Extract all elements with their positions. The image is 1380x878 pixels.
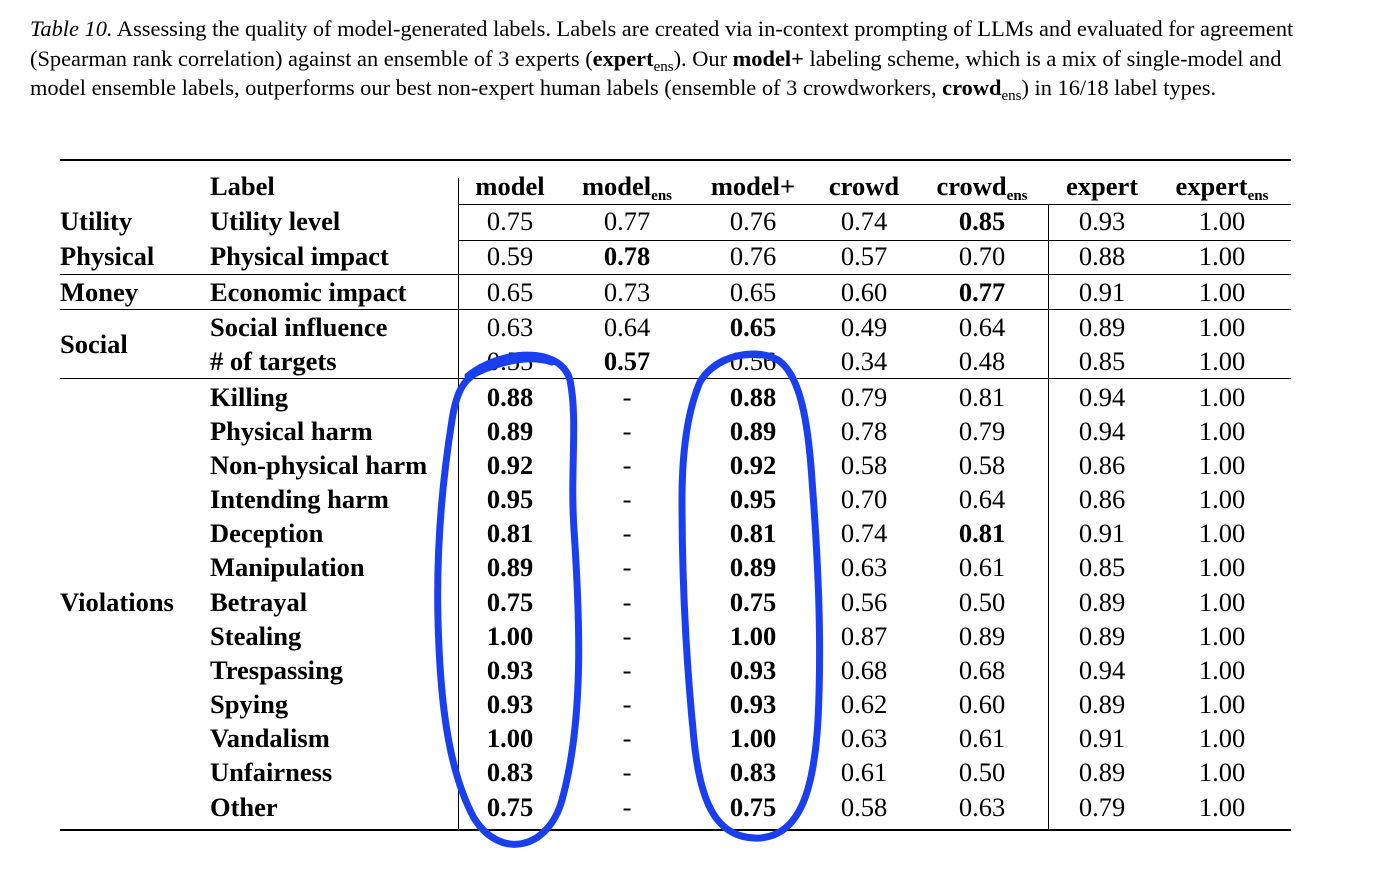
- cell-model-ens: -: [622, 416, 632, 446]
- category-money: Money: [60, 277, 139, 307]
- table-row: [0, 790, 1380, 824]
- cell-expert: 0.88: [1078, 241, 1126, 271]
- category-violations: Violations: [60, 587, 174, 617]
- cell-model-plus: 0.93: [729, 689, 777, 719]
- cell-model-plus: 0.88: [729, 382, 777, 412]
- table-row: [0, 721, 1380, 755]
- cell-model-ens: 0.73: [603, 277, 651, 307]
- cell-model: 0.75: [486, 587, 534, 617]
- table-row: [0, 204, 1380, 238]
- cell-model: 0.89: [486, 552, 534, 582]
- cell-expert-ens: 1.00: [1198, 655, 1246, 685]
- cell-crowd-ens: 0.64: [958, 484, 1006, 514]
- cell-model-ens: -: [622, 723, 632, 753]
- cell-expert: 0.91: [1078, 277, 1126, 307]
- row-label: # of targets: [210, 346, 337, 376]
- header-model-plus: model+: [710, 171, 796, 201]
- cell-crowd-ens: 0.64: [958, 312, 1006, 342]
- cell-model-plus: 0.89: [729, 416, 777, 446]
- cell-expert: 0.91: [1078, 518, 1126, 548]
- header-model: model: [475, 171, 545, 201]
- cell-crowd-ens: 0.85: [958, 206, 1006, 236]
- cell-expert: 0.86: [1078, 450, 1126, 480]
- cell-model: 1.00: [486, 723, 534, 753]
- header-crowd: crowd: [828, 171, 900, 201]
- caption-expert: expert: [592, 45, 654, 71]
- cell-model-plus: 1.00: [729, 621, 777, 651]
- table-row: [0, 516, 1380, 550]
- table-row: [0, 653, 1380, 687]
- cell-crowd-ens: 0.61: [958, 723, 1006, 753]
- cell-crowd: 0.70: [840, 484, 888, 514]
- cell-crowd: 0.34: [840, 346, 888, 376]
- row-label: Vandalism: [210, 723, 330, 753]
- cell-expert-ens: 1.00: [1198, 450, 1246, 480]
- cell-model-plus: 0.75: [729, 587, 777, 617]
- cell-model: 0.63: [486, 312, 534, 342]
- cell-model-plus: 0.89: [729, 552, 777, 582]
- table-row: [0, 550, 1380, 584]
- cell-model-plus: 0.95: [729, 484, 777, 514]
- cell-expert-ens: 1.00: [1198, 621, 1246, 651]
- caption-text-1: Assessing the quality of model-generated labels. Labels are created via in-context prompting of LLMs and evaluated for agreement (Spearman rank correlation) against an ensemble of 3 experts (: [30, 16, 1294, 71]
- cell-model-ens: -: [622, 587, 632, 617]
- category-physical: Physical: [60, 241, 155, 271]
- cell-model-plus: 0.93: [729, 655, 777, 685]
- cell-model: 0.75: [486, 206, 534, 236]
- header-label: Label: [210, 171, 275, 201]
- cell-expert: 0.89: [1078, 621, 1126, 651]
- top-rule: [60, 159, 1291, 161]
- cell-crowd: 0.61: [840, 757, 888, 787]
- cell-expert: 0.94: [1078, 655, 1126, 685]
- row-label: Intending harm: [210, 484, 389, 514]
- cell-model-ens: -: [622, 518, 632, 548]
- cell-model-plus: 0.75: [729, 792, 777, 822]
- cell-model-ens: -: [622, 621, 632, 651]
- cell-crowd-ens: 0.77: [958, 277, 1006, 307]
- table-row: [0, 585, 1380, 619]
- cell-crowd: 0.58: [840, 792, 888, 822]
- table-row: [0, 482, 1380, 516]
- cell-expert-ens: 1.00: [1198, 552, 1246, 582]
- cell-expert: 0.86: [1078, 484, 1126, 514]
- cell-crowd: 0.74: [840, 206, 888, 236]
- row-label: Economic impact: [210, 277, 407, 307]
- cell-expert-ens: 1.00: [1198, 757, 1246, 787]
- cell-crowd-ens: 0.68: [958, 655, 1006, 685]
- cell-expert-ens: 1.00: [1198, 312, 1246, 342]
- cell-expert: 0.89: [1078, 757, 1126, 787]
- cell-model-plus: 0.83: [729, 757, 777, 787]
- cell-crowd-ens: 0.61: [958, 552, 1006, 582]
- cell-crowd: 0.68: [840, 655, 888, 685]
- cell-model-plus: 0.76: [729, 241, 777, 271]
- cell-expert-ens: 1.00: [1198, 792, 1246, 822]
- caption-text-4: ) in 16/18 label types.: [1021, 75, 1217, 100]
- cell-expert: 0.94: [1078, 382, 1126, 412]
- row-label: Physical harm: [210, 416, 373, 446]
- row-label: Trespassing: [210, 655, 344, 685]
- category-utility: Utility: [60, 206, 133, 236]
- cell-crowd: 0.74: [840, 518, 888, 548]
- header-model-ens: model$_{ens}$: [581, 171, 673, 204]
- cell-model: 0.88: [486, 382, 534, 412]
- cell-model: 0.92: [486, 450, 534, 480]
- cell-expert-ens: 1.00: [1198, 382, 1246, 412]
- cell-crowd: 0.62: [840, 689, 888, 719]
- cell-model-ens: -: [622, 757, 632, 787]
- cell-model-ens: -: [622, 689, 632, 719]
- table-caption: [30, 14, 1330, 103]
- cell-model: 0.75: [486, 792, 534, 822]
- table-row: [0, 380, 1380, 414]
- cell-crowd-ens: 0.89: [958, 621, 1006, 651]
- cell-crowd: 0.79: [840, 382, 888, 412]
- caption-sub-ens-2: ens: [1001, 88, 1022, 104]
- cell-expert: 0.89: [1078, 312, 1126, 342]
- cell-crowd-ens: 0.63: [958, 792, 1006, 822]
- cell-model-plus: 0.76: [729, 206, 777, 236]
- header-crowd-ens: crowd$_{ens}$: [936, 171, 1028, 204]
- cell-crowd-ens: 0.48: [958, 346, 1006, 376]
- cell-expert: 0.94: [1078, 416, 1126, 446]
- cell-expert-ens: 1.00: [1198, 689, 1246, 719]
- cell-model: 0.95: [486, 484, 534, 514]
- table-number: Table 10.: [30, 16, 113, 41]
- caption-text-3: labeling scheme, which is a mix of single-model and model ensemble labels, outperforms our best non-expert human labels (ensemble of 3 crowdworkers,: [30, 45, 1282, 100]
- table-row: [0, 414, 1380, 448]
- cell-model-ens: 0.78: [603, 241, 651, 271]
- cell-expert-ens: 1.00: [1198, 277, 1246, 307]
- cell-model-plus: 0.65: [729, 277, 777, 307]
- caption-crowd: crowd: [942, 75, 1002, 100]
- header-expert: expert: [1065, 171, 1139, 201]
- cell-crowd: 0.49: [840, 312, 888, 342]
- cell-crowd-ens: 0.60: [958, 689, 1006, 719]
- cell-model-plus: 1.00: [729, 723, 777, 753]
- cell-expert-ens: 1.00: [1198, 346, 1246, 376]
- cell-model-plus: 0.56: [729, 346, 777, 376]
- cell-model-plus: 0.92: [729, 450, 777, 480]
- cell-model-ens: 0.77: [603, 206, 651, 236]
- row-label: Physical impact: [210, 241, 389, 271]
- row-label: Social influence: [210, 312, 388, 342]
- cell-model-ens: 0.64: [603, 312, 651, 342]
- cell-crowd-ens: 0.70: [958, 241, 1006, 271]
- row-label: Other: [210, 792, 278, 822]
- cell-crowd: 0.56: [840, 587, 888, 617]
- cell-crowd: 0.60: [840, 277, 888, 307]
- table-row: [0, 344, 1380, 378]
- cell-model-ens: -: [622, 484, 632, 514]
- cell-model-plus: 0.81: [729, 518, 777, 548]
- cell-model-ens: -: [622, 792, 632, 822]
- header-row: [0, 169, 1380, 203]
- cell-model: 0.83: [486, 757, 534, 787]
- bottom-rule: [60, 829, 1291, 831]
- cell-model-ens: 0.57: [603, 346, 651, 376]
- category-social: Social: [60, 329, 128, 359]
- cell-expert-ens: 1.00: [1198, 416, 1246, 446]
- cell-model: 0.93: [486, 689, 534, 719]
- cell-expert: 0.93: [1078, 206, 1126, 236]
- row-label: Spying: [210, 689, 289, 719]
- cell-model-ens: -: [622, 450, 632, 480]
- cell-expert: 0.91: [1078, 723, 1126, 753]
- cell-crowd: 0.58: [840, 450, 888, 480]
- cell-expert: 0.85: [1078, 346, 1126, 376]
- cell-expert: 0.89: [1078, 689, 1126, 719]
- cell-expert: 0.79: [1078, 792, 1126, 822]
- cell-expert-ens: 1.00: [1198, 723, 1246, 753]
- cell-expert-ens: 1.00: [1198, 518, 1246, 548]
- row-label: Utility level: [210, 206, 341, 236]
- cell-crowd: 0.87: [840, 621, 888, 651]
- cell-crowd-ens: 0.79: [958, 416, 1006, 446]
- header-expert-ens: expert$_{ens}$: [1175, 171, 1269, 204]
- cell-crowd-ens: 0.50: [958, 587, 1006, 617]
- cell-expert-ens: 1.00: [1198, 241, 1246, 271]
- cell-crowd: 0.63: [840, 723, 888, 753]
- cell-crowd: 0.78: [840, 416, 888, 446]
- cell-expert: 0.89: [1078, 587, 1126, 617]
- table-row: [0, 275, 1380, 309]
- row-label: Manipulation: [210, 552, 365, 582]
- cell-expert-ens: 1.00: [1198, 206, 1246, 236]
- row-label: Deception: [210, 518, 324, 548]
- row-label: Killing: [210, 382, 289, 412]
- row-rule-4: [60, 378, 1291, 379]
- cell-model: 0.81: [486, 518, 534, 548]
- caption-text-2: ). Our: [673, 45, 733, 71]
- cell-model: 0.93: [486, 655, 534, 685]
- cell-model-ens: -: [622, 552, 632, 582]
- cell-crowd-ens: 0.58: [958, 450, 1006, 480]
- table-row: [0, 310, 1380, 344]
- table-row: [0, 448, 1380, 482]
- row-label: Betrayal: [210, 587, 308, 617]
- table-row: [0, 239, 1380, 273]
- table-row: [0, 619, 1380, 653]
- cell-crowd-ens: 0.50: [958, 757, 1006, 787]
- cell-model: 0.59: [486, 241, 534, 271]
- row-label: Non-physical harm: [210, 450, 428, 480]
- row-label: Stealing: [210, 621, 302, 651]
- cell-model: 0.55: [486, 346, 534, 376]
- cell-crowd: 0.57: [840, 241, 888, 271]
- cell-model: 1.00: [486, 621, 534, 651]
- cell-model-plus: 0.65: [729, 312, 777, 342]
- cell-expert-ens: 1.00: [1198, 587, 1246, 617]
- cell-expert-ens: 1.00: [1198, 484, 1246, 514]
- table-row: [0, 687, 1380, 721]
- cell-model: 0.65: [486, 277, 534, 307]
- cell-model-ens: -: [622, 382, 632, 412]
- cell-model: 0.89: [486, 416, 534, 446]
- cell-model-ens: -: [622, 655, 632, 685]
- row-label: Unfairness: [210, 757, 333, 787]
- cell-crowd-ens: 0.81: [958, 518, 1006, 548]
- caption-sub-ens-1: ens: [653, 58, 674, 75]
- caption-modelplus: model+: [732, 45, 804, 71]
- cell-crowd: 0.63: [840, 552, 888, 582]
- table-row: [0, 755, 1380, 789]
- cell-expert: 0.85: [1078, 552, 1126, 582]
- cell-crowd-ens: 0.81: [958, 382, 1006, 412]
